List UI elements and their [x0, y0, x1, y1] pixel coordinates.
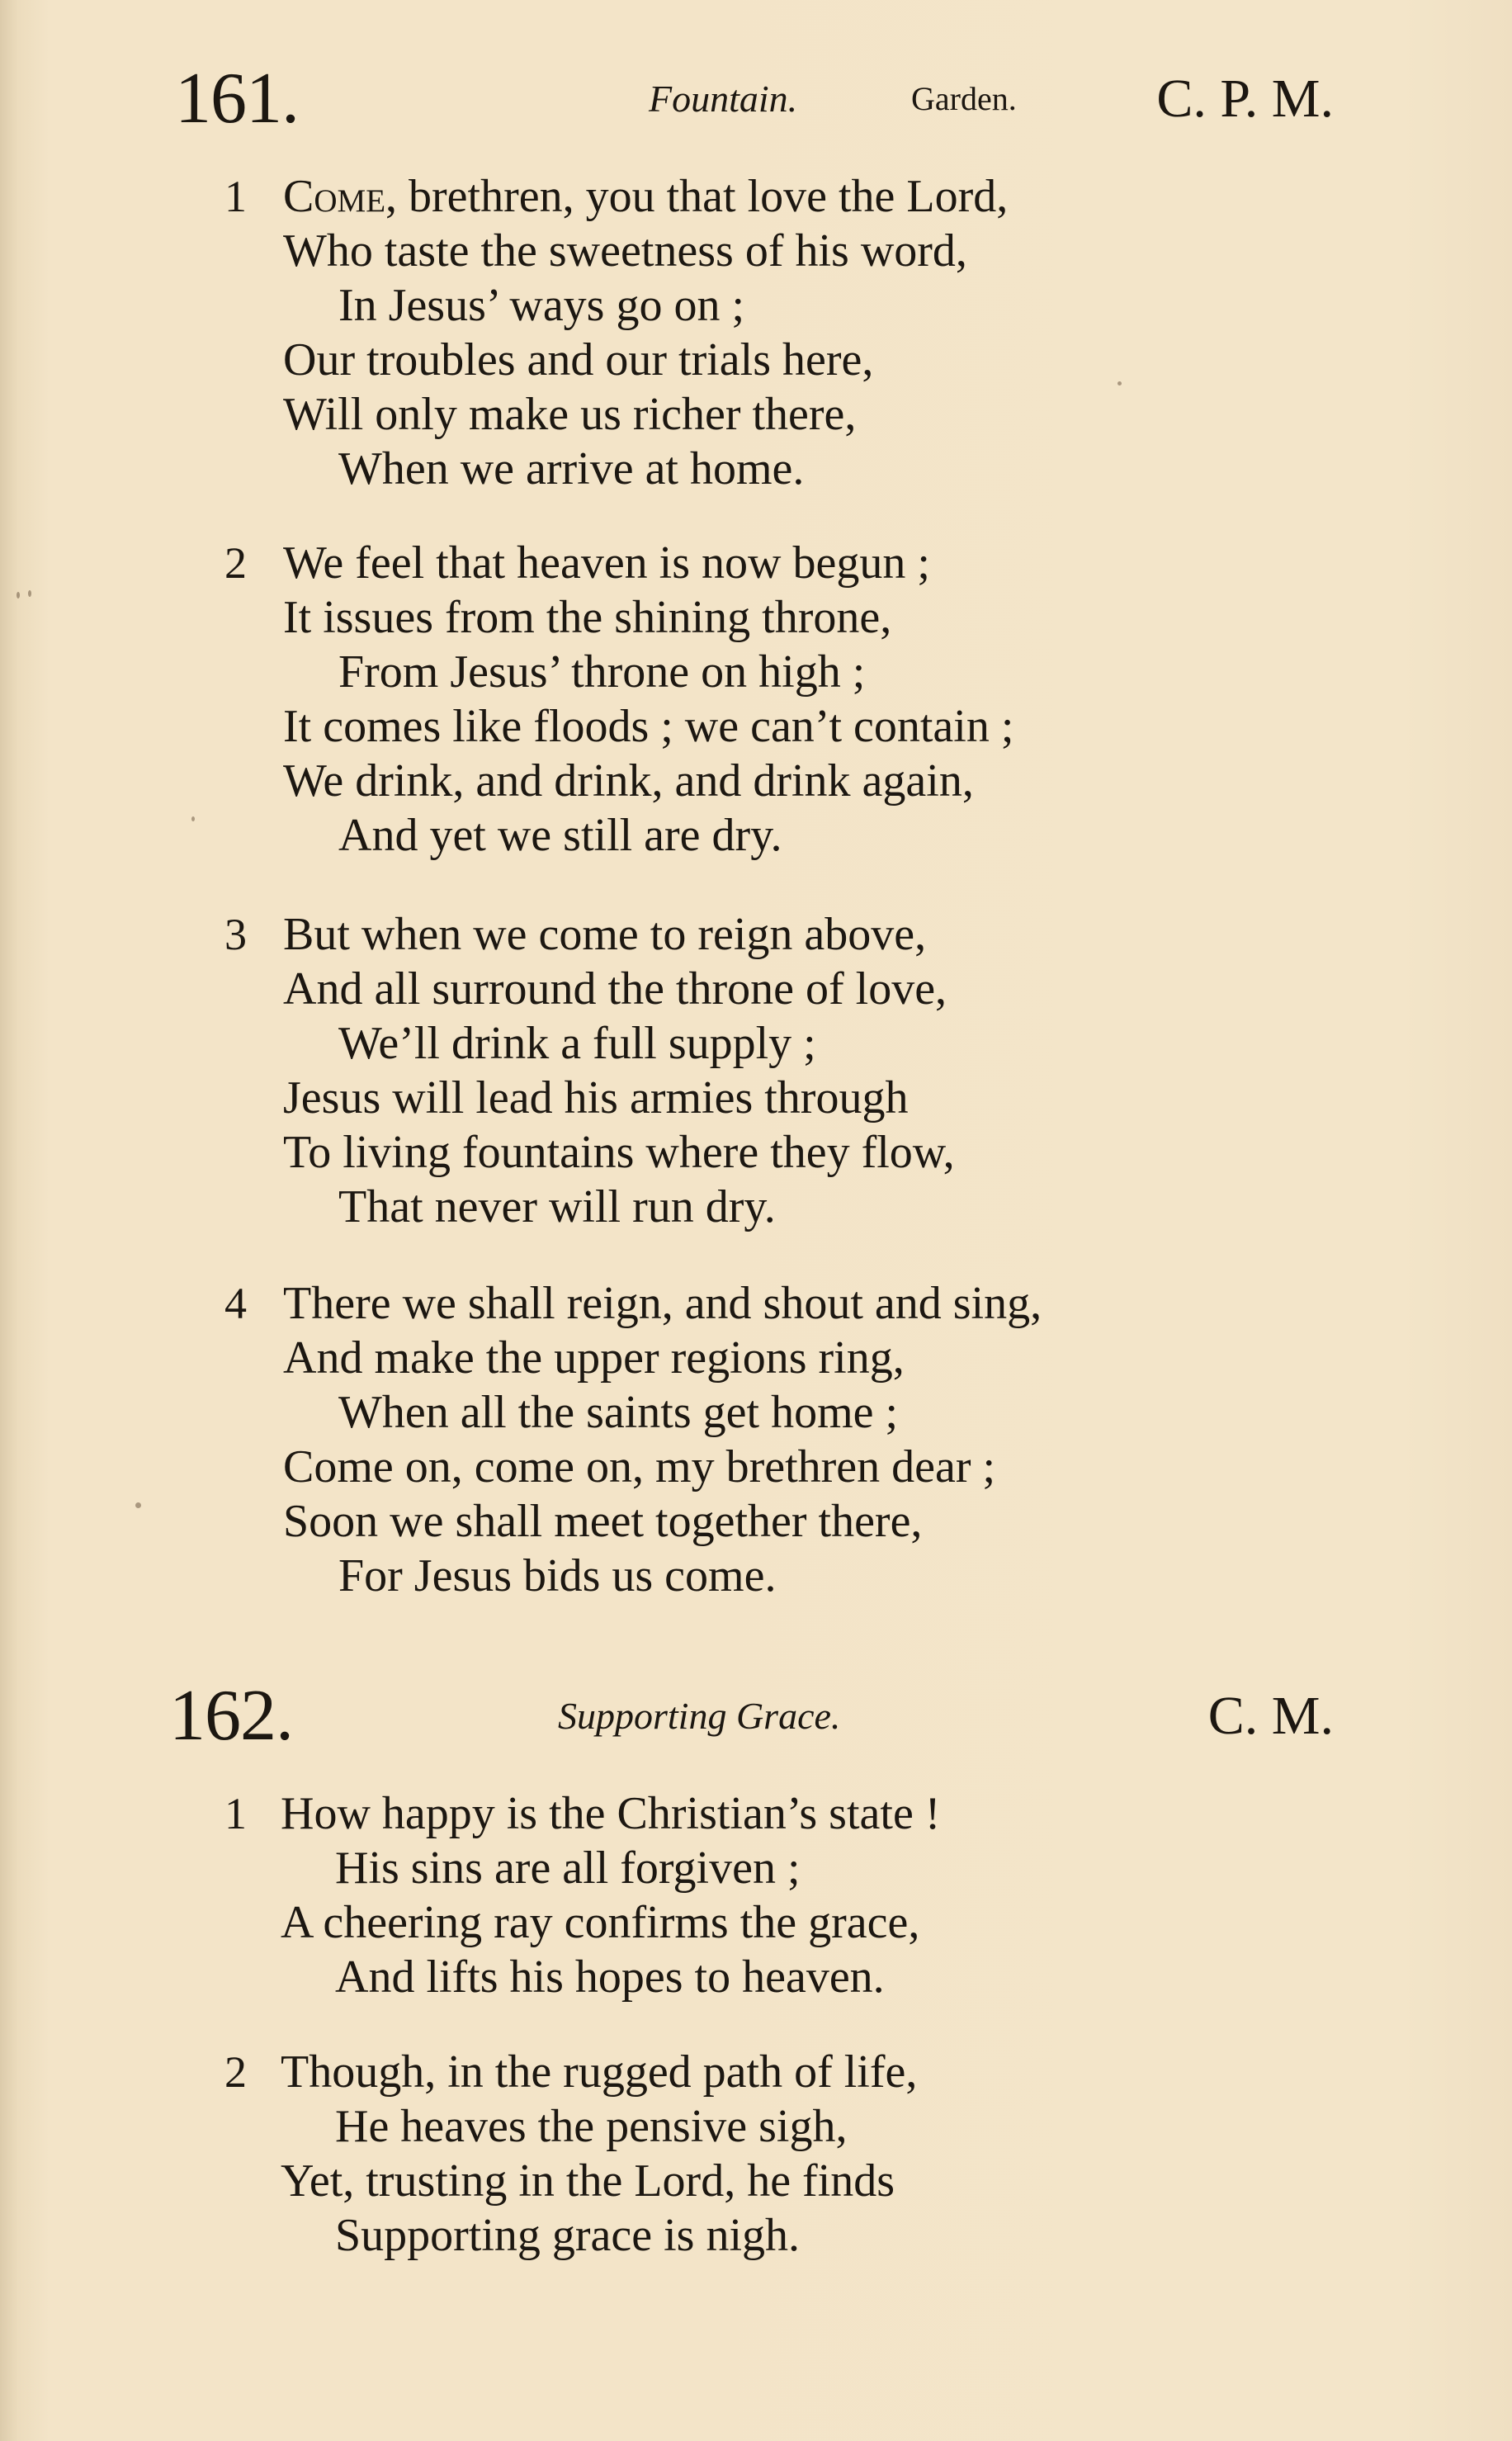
print-speck — [17, 592, 20, 598]
hymn-161-header — [0, 58, 1512, 140]
line-text: , brethren, you that love the Lord, — [385, 171, 1009, 222]
verse-line: Come on, come on, my brethren dear ; — [283, 1441, 996, 1493]
verse-number: 1 — [224, 172, 247, 221]
verse-line: In Jesus’ ways go on ; — [338, 280, 745, 331]
verse-line: When all the saints get home ; — [338, 1387, 899, 1438]
verse-line: It comes like floods ; we can’t contain ; — [283, 701, 1014, 752]
verse-number: 2 — [224, 2047, 247, 2097]
first-word: Come — [283, 171, 386, 222]
verse-line: Yet, trusting in the Lord, he finds — [281, 2155, 895, 2207]
meter: C. P. M. — [1156, 69, 1334, 129]
verse-number: 4 — [224, 1279, 247, 1328]
meter: C. M. — [1207, 1686, 1334, 1746]
tune-name: Supporting Grace. — [558, 1695, 841, 1737]
hymn-number: 162. — [169, 1676, 293, 1756]
verse-line: And make the upper regions ring, — [283, 1332, 905, 1384]
verse-line: But when we come to reign above, — [283, 909, 927, 960]
print-speck — [1117, 381, 1122, 386]
print-speck — [28, 590, 31, 597]
verse-line: And all surround the throne of love, — [283, 963, 947, 1015]
verse-number: 3 — [224, 910, 247, 959]
verse-number: 2 — [224, 538, 247, 588]
tune-name: Fountain. — [649, 78, 798, 120]
hymn-162-header — [0, 1675, 1512, 1757]
verse-line: Though, in the rugged path of life, — [281, 2046, 918, 2098]
verse-line: Our troubles and our trials here, — [283, 334, 874, 386]
verse-line: He heaves the pensive sigh, — [335, 2101, 848, 2152]
verse-line: Supporting grace is nigh. — [335, 2210, 801, 2261]
verse-line: How happy is the Christian’s state ! — [281, 1788, 941, 1839]
verse-line: A cheering ray confirms the grace, — [281, 1897, 920, 1948]
verse-line: Who taste the sweetness of his word, — [283, 225, 967, 277]
verse-line — [283, 169, 1008, 224]
verse-line: Soon we shall meet together there, — [283, 1496, 923, 1547]
hymn-number: 161. — [175, 59, 299, 139]
verse-line: There we shall reign, and shout and sing, — [283, 1278, 1042, 1329]
verse-line: Jesus will lead his armies through — [283, 1072, 909, 1124]
verse-line: To living fountains where they flow, — [283, 1127, 955, 1178]
verse-line: And lifts his hopes to heaven. — [335, 1951, 885, 2003]
verse-line: Will only make us richer there, — [283, 389, 857, 440]
verse-number: 1 — [224, 1789, 247, 1838]
verse-line: We feel that heaven is now begun ; — [283, 537, 930, 589]
verse-line: It issues from the shining throne, — [283, 592, 892, 643]
verse-line: And yet we still are dry. — [338, 810, 782, 861]
print-speck — [135, 1502, 141, 1508]
verse-line: His sins are all forgiven ; — [335, 1843, 801, 1894]
verse-line: From Jesus’ throne on high ; — [338, 646, 866, 698]
verse-line: We’ll drink a full supply ; — [338, 1018, 816, 1069]
verse-line: That never will run dry. — [338, 1181, 776, 1232]
print-speck — [191, 816, 195, 821]
verse-line: For Jesus bids us come. — [338, 1550, 777, 1601]
verse-line: When we arrive at home. — [338, 443, 805, 494]
verse-line: We drink, and drink, and drink again, — [283, 755, 974, 807]
tune-name-alt: Garden. — [911, 80, 1017, 117]
